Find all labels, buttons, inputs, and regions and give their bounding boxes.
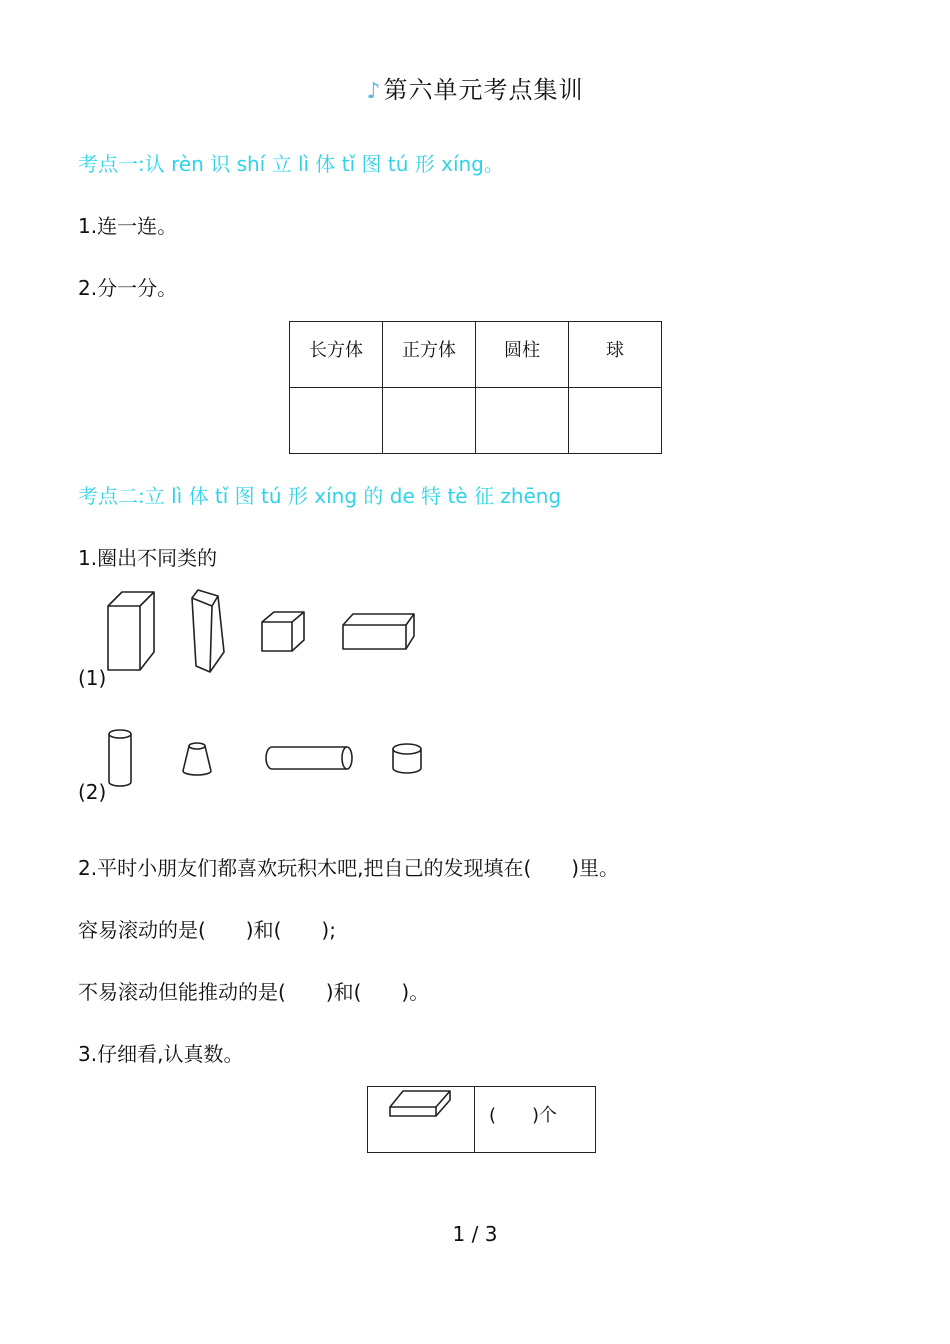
line-push-not-roll: 不易滚动但能推动的是( )和( )。: [78, 980, 430, 1004]
line-easy-roll: 容易滚动的是( )和( );: [78, 918, 336, 942]
row1-label: (1): [78, 666, 107, 690]
music-note-icon: ♪: [366, 79, 382, 104]
page-number: 1 / 3: [452, 1222, 498, 1246]
count-answer-cell[interactable]: ( )个: [475, 1087, 596, 1153]
page-title: [0, 70, 950, 105]
frustum-shape: [183, 743, 211, 775]
table-header-cylinder: 圆柱: [476, 322, 569, 388]
section-heading-2: 考点二:立 lì 体 tǐ 图 tú 形 xíng 的 de 特 tè 征 zhēng: [78, 484, 562, 508]
count-shape-cell: [368, 1087, 475, 1153]
row2-label: (2): [78, 780, 107, 804]
page-title-text: 第六单元考点集训: [383, 76, 584, 104]
question-connect: 1.连一连。: [78, 214, 178, 238]
tall-cuboid-shape: [108, 592, 154, 670]
table-header-cuboid: 长方体: [290, 322, 383, 388]
long-cuboid-shape: [343, 614, 414, 649]
flat-block-shape: [388, 1087, 458, 1121]
short-cylinder-shape: [393, 744, 421, 773]
question-classify: 2.分一分。: [78, 276, 178, 300]
tilted-cuboid-shape: [192, 590, 224, 672]
lying-cylinder-shape: [266, 747, 352, 769]
section-heading-1: 考点一:认 rèn 识 shí 立 lì 体 tǐ 图 tú 形 xíng。: [78, 152, 504, 176]
table-cell-sphere[interactable]: [569, 388, 662, 454]
question-circle-odd: 1.圈出不同类的: [78, 546, 218, 570]
count-table: [367, 1086, 596, 1153]
table-header-sphere: 球: [569, 322, 662, 388]
table-cell-cube[interactable]: [383, 388, 476, 454]
table-cell-cuboid[interactable]: [290, 388, 383, 454]
cube-shape: [262, 612, 304, 651]
row2-shapes: [100, 726, 430, 796]
question-blocks: 2.平时小朋友们都喜欢玩积木吧,把自己的发现填在( )里。: [78, 856, 620, 880]
tall-cylinder-shape: [109, 730, 131, 786]
table-cell-cylinder[interactable]: [476, 388, 569, 454]
classify-table: [289, 321, 662, 454]
question-count: 3.仔细看,认真数。: [78, 1042, 244, 1066]
row1-shapes: [100, 588, 430, 680]
table-header-cube: 正方体: [383, 322, 476, 388]
